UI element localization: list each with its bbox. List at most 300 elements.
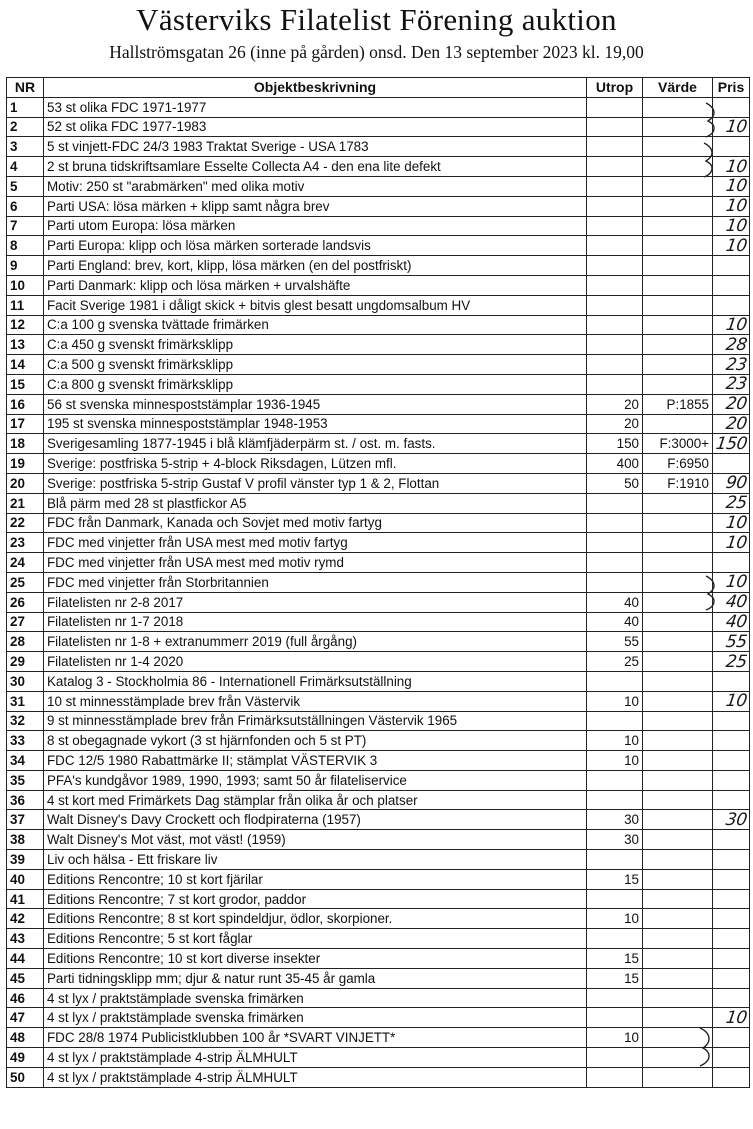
lot-pris-cell bbox=[713, 751, 750, 771]
lot-utrop-cell bbox=[587, 196, 643, 216]
table-row bbox=[7, 553, 750, 573]
lot-number-cell: 28 bbox=[7, 632, 44, 652]
lot-varde-cell bbox=[643, 830, 713, 850]
table-row bbox=[7, 929, 750, 949]
table-row bbox=[7, 711, 750, 731]
lot-varde-cell bbox=[643, 216, 713, 236]
table-row bbox=[7, 394, 750, 414]
lot-description-cell: Filatelisten nr 1-7 2018 bbox=[44, 612, 587, 632]
lot-description-cell: FDC med vinjetter från USA mest med motiv rymd bbox=[44, 553, 587, 573]
table-row bbox=[7, 1028, 750, 1048]
lot-utrop-cell bbox=[587, 1008, 643, 1028]
handwritten-price: 10 bbox=[724, 314, 749, 335]
lot-varde-cell bbox=[643, 1028, 713, 1048]
table-row bbox=[7, 117, 750, 137]
lot-number-cell: 6 bbox=[7, 196, 44, 216]
handwritten-price: 10 bbox=[724, 532, 749, 553]
lot-description-cell: C:a 800 g svenskt frimärksklipp bbox=[44, 374, 587, 394]
lot-utrop-cell bbox=[587, 850, 643, 870]
lot-description-cell: 195 st svenska minnespoststämplar 1948-1953 bbox=[44, 414, 587, 434]
lot-varde-cell bbox=[643, 632, 713, 652]
handwritten-price: 23 bbox=[724, 354, 749, 375]
handwritten-price: 40 bbox=[724, 611, 749, 632]
lot-varde-cell bbox=[643, 97, 713, 117]
lot-varde-cell bbox=[643, 1048, 713, 1068]
lot-varde-cell bbox=[643, 196, 713, 216]
lot-description-cell: C:a 450 g svenskt frimärksklipp bbox=[44, 335, 587, 355]
lot-number-cell: 23 bbox=[7, 533, 44, 553]
lot-pris-cell bbox=[713, 513, 750, 533]
lot-varde-cell bbox=[643, 374, 713, 394]
table-row bbox=[7, 513, 750, 533]
lot-number-cell: 18 bbox=[7, 434, 44, 454]
lot-pris-cell bbox=[713, 810, 750, 830]
lot-number-cell: 11 bbox=[7, 295, 44, 315]
lot-varde-cell bbox=[643, 652, 713, 672]
lot-number-cell: 35 bbox=[7, 770, 44, 790]
lot-description-cell: Filatelisten nr 1-4 2020 bbox=[44, 652, 587, 672]
lot-utrop-cell: 20 bbox=[587, 394, 643, 414]
lot-pris-cell bbox=[713, 909, 750, 929]
lot-pris-cell bbox=[713, 770, 750, 790]
lot-pris-cell bbox=[713, 1048, 750, 1068]
lot-utrop-cell bbox=[587, 929, 643, 949]
handwritten-price: 10 bbox=[724, 156, 749, 177]
lot-description-cell: Walt Disney's Mot väst, mot väst! (1959) bbox=[44, 830, 587, 850]
handwritten-price: 90 bbox=[724, 473, 749, 494]
table-row bbox=[7, 671, 750, 691]
lot-varde-cell bbox=[643, 513, 713, 533]
lot-utrop-cell: 50 bbox=[587, 473, 643, 493]
lot-description-cell: 2 st bruna tidskriftsamlare Esselte Collecta A4 - den ena lite defekt bbox=[44, 157, 587, 177]
table-row bbox=[7, 434, 750, 454]
lot-description-cell: Motiv: 250 st "arabmärken" med olika motiv bbox=[44, 176, 587, 196]
lot-number-cell: 48 bbox=[7, 1028, 44, 1048]
lot-number-cell: 49 bbox=[7, 1048, 44, 1068]
lot-utrop-cell bbox=[587, 236, 643, 256]
lot-number-cell: 33 bbox=[7, 731, 44, 751]
lot-number-cell: 41 bbox=[7, 889, 44, 909]
table-row bbox=[7, 850, 750, 870]
lot-pris-cell bbox=[713, 572, 750, 592]
lot-pris-cell bbox=[713, 97, 750, 117]
lot-utrop-cell: 30 bbox=[587, 830, 643, 850]
lot-varde-cell bbox=[643, 691, 713, 711]
lot-number-cell: 45 bbox=[7, 968, 44, 988]
lot-pris-cell bbox=[713, 137, 750, 157]
handwritten-price: 55 bbox=[724, 631, 749, 652]
lot-pris-cell bbox=[713, 929, 750, 949]
lot-description-cell: FDC från Danmark, Kanada och Sovjet med motiv fartyg bbox=[44, 513, 587, 533]
lot-number-cell: 30 bbox=[7, 671, 44, 691]
lot-description-cell: Parti utom Europa: lösa märken bbox=[44, 216, 587, 236]
handwritten-price: 10 bbox=[724, 691, 749, 712]
lot-varde-cell bbox=[643, 414, 713, 434]
handwritten-price: 25 bbox=[724, 493, 749, 514]
lot-description-cell: Parti USA: lösa märken + klipp samt några brev bbox=[44, 196, 587, 216]
lot-description-cell: Editions Rencontre; 10 st kort fjärilar bbox=[44, 869, 587, 889]
lot-description-cell: Sverige: postfriska 5-strip + 4-block Riksdagen, Lützen mfl. bbox=[44, 454, 587, 474]
handwritten-price: 10 bbox=[724, 512, 749, 533]
lot-description-cell: Parti Danmark: klipp och lösa märken + urvalshäfte bbox=[44, 275, 587, 295]
table-row bbox=[7, 1008, 750, 1028]
handwritten-price: 10 bbox=[724, 1007, 749, 1028]
lot-number-cell: 24 bbox=[7, 553, 44, 573]
lot-pris-cell bbox=[713, 1067, 750, 1087]
lot-description-cell: Editions Rencontre; 7 st kort grodor, paddor bbox=[44, 889, 587, 909]
lot-varde-cell: F:1910 bbox=[643, 473, 713, 493]
table-header-row bbox=[7, 78, 750, 98]
lot-description-cell: FDC med vinjetter från USA mest med motiv fartyg bbox=[44, 533, 587, 553]
lot-utrop-cell bbox=[587, 295, 643, 315]
lot-varde-cell bbox=[643, 493, 713, 513]
lot-description-cell: 9 st minnesstämplade brev från Frimärksutställningen Västervik 1965 bbox=[44, 711, 587, 731]
lot-number-cell: 2 bbox=[7, 117, 44, 137]
lot-number-cell: 12 bbox=[7, 315, 44, 335]
lot-utrop-cell bbox=[587, 335, 643, 355]
lot-utrop-cell: 30 bbox=[587, 810, 643, 830]
lot-pris-cell bbox=[713, 869, 750, 889]
lot-number-cell: 10 bbox=[7, 275, 44, 295]
lot-pris-cell bbox=[713, 295, 750, 315]
table-row bbox=[7, 315, 750, 335]
lot-description-cell: 5 st vinjett-FDC 24/3 1983 Traktat Sverige - USA 1783 bbox=[44, 137, 587, 157]
lot-pris-cell bbox=[713, 196, 750, 216]
lot-pris-cell bbox=[713, 988, 750, 1008]
lot-description-cell: 4 st lyx / praktstämplade 4-strip ÄLMHULT bbox=[44, 1048, 587, 1068]
lot-number-cell: 20 bbox=[7, 473, 44, 493]
column-header-pris: Pris bbox=[713, 78, 750, 98]
handwritten-price: 20 bbox=[724, 394, 749, 415]
lot-number-cell: 37 bbox=[7, 810, 44, 830]
lot-utrop-cell bbox=[587, 374, 643, 394]
lot-varde-cell bbox=[643, 869, 713, 889]
lot-pris-cell bbox=[713, 889, 750, 909]
table-row bbox=[7, 909, 750, 929]
lot-utrop-cell bbox=[587, 1067, 643, 1087]
lot-utrop-cell: 10 bbox=[587, 731, 643, 751]
table-row bbox=[7, 176, 750, 196]
lot-varde-cell bbox=[643, 731, 713, 751]
lot-description-cell: 4 st lyx / praktstämplade svenska frimärken bbox=[44, 1008, 587, 1028]
table-row bbox=[7, 335, 750, 355]
table-row bbox=[7, 355, 750, 375]
handwritten-price: 10 bbox=[724, 116, 749, 137]
lot-number-cell: 31 bbox=[7, 691, 44, 711]
lot-varde-cell bbox=[643, 137, 713, 157]
table-row bbox=[7, 770, 750, 790]
lot-utrop-cell bbox=[587, 1048, 643, 1068]
lot-number-cell: 8 bbox=[7, 236, 44, 256]
table-row bbox=[7, 454, 750, 474]
lot-utrop-cell bbox=[587, 256, 643, 276]
lot-pris-cell bbox=[713, 275, 750, 295]
lot-number-cell: 40 bbox=[7, 869, 44, 889]
lot-description-cell: Parti tidningsklipp mm; djur & natur runt 35-45 år gamla bbox=[44, 968, 587, 988]
lot-varde-cell bbox=[643, 949, 713, 969]
lot-varde-cell bbox=[643, 157, 713, 177]
lot-pris-cell bbox=[713, 434, 750, 454]
lot-pris-cell bbox=[713, 216, 750, 236]
lot-utrop-cell: 20 bbox=[587, 414, 643, 434]
lot-varde-cell bbox=[643, 1067, 713, 1087]
lot-pris-cell bbox=[713, 711, 750, 731]
lot-utrop-cell bbox=[587, 315, 643, 335]
lot-utrop-cell: 40 bbox=[587, 612, 643, 632]
lot-description-cell: Facit Sverige 1981 i dåligt skick + bitvis glest besatt ungdomsalbum HV bbox=[44, 295, 587, 315]
lot-number-cell: 14 bbox=[7, 355, 44, 375]
lot-varde-cell bbox=[643, 335, 713, 355]
lot-description-cell: 4 st lyx / praktstämplade svenska frimärken bbox=[44, 988, 587, 1008]
lot-description-cell: C:a 100 g svenska tvättade frimärken bbox=[44, 315, 587, 335]
lot-varde-cell bbox=[643, 810, 713, 830]
lot-utrop-cell: 10 bbox=[587, 1028, 643, 1048]
lot-number-cell: 50 bbox=[7, 1067, 44, 1087]
lot-number-cell: 7 bbox=[7, 216, 44, 236]
column-header-nr: NR bbox=[7, 78, 44, 98]
lot-varde-cell bbox=[643, 295, 713, 315]
lot-pris-cell bbox=[713, 454, 750, 474]
lot-pris-cell bbox=[713, 256, 750, 276]
table-row bbox=[7, 968, 750, 988]
handwritten-price: 10 bbox=[724, 176, 749, 197]
handwritten-price: 10 bbox=[724, 572, 749, 593]
lot-number-cell: 5 bbox=[7, 176, 44, 196]
lot-number-cell: 21 bbox=[7, 493, 44, 513]
lot-pris-cell bbox=[713, 652, 750, 672]
table-row bbox=[7, 612, 750, 632]
table-row bbox=[7, 652, 750, 672]
lot-description-cell: Editions Rencontre; 10 st kort diverse insekter bbox=[44, 949, 587, 969]
table-row bbox=[7, 731, 750, 751]
handwritten-price: 10 bbox=[724, 196, 749, 217]
lot-description-cell: Walt Disney's Davy Crockett och flodpiraterna (1957) bbox=[44, 810, 587, 830]
lot-description-cell: Parti Europa: klipp och lösa märken sorterade landsvis bbox=[44, 236, 587, 256]
table-row bbox=[7, 236, 750, 256]
lot-number-cell: 22 bbox=[7, 513, 44, 533]
table-row bbox=[7, 572, 750, 592]
lot-pris-cell bbox=[713, 850, 750, 870]
lot-number-cell: 38 bbox=[7, 830, 44, 850]
lot-number-cell: 25 bbox=[7, 572, 44, 592]
lot-varde-cell bbox=[643, 671, 713, 691]
lot-number-cell: 42 bbox=[7, 909, 44, 929]
lot-description-cell: 56 st svenska minnespoststämplar 1936-1945 bbox=[44, 394, 587, 414]
lot-pris-cell bbox=[713, 1028, 750, 1048]
handwritten-price: 23 bbox=[724, 374, 749, 395]
table-row bbox=[7, 691, 750, 711]
lot-varde-cell bbox=[643, 711, 713, 731]
lot-description-cell: Sverigesamling 1877-1945 i blå klämfjäderpärm st. / ost. m. fasts. bbox=[44, 434, 587, 454]
lot-varde-cell bbox=[643, 770, 713, 790]
lot-description-cell: FDC 12/5 1980 Rabattmärke II; stämplat VÄSTERVIK 3 bbox=[44, 751, 587, 771]
lot-varde-cell bbox=[643, 612, 713, 632]
column-header-utrop: Utrop bbox=[587, 78, 643, 98]
handwritten-price: 10 bbox=[724, 215, 749, 236]
lot-pris-cell bbox=[713, 533, 750, 553]
lot-pris-cell bbox=[713, 394, 750, 414]
lot-varde-cell bbox=[643, 592, 713, 612]
lot-number-cell: 29 bbox=[7, 652, 44, 672]
handwritten-price: 20 bbox=[724, 413, 749, 434]
lot-varde-cell bbox=[643, 968, 713, 988]
lot-description-cell: Blå pärm med 28 st plastfickor A5 bbox=[44, 493, 587, 513]
lot-pris-cell bbox=[713, 414, 750, 434]
table-row bbox=[7, 632, 750, 652]
lot-number-cell: 27 bbox=[7, 612, 44, 632]
table-row bbox=[7, 97, 750, 117]
lot-description-cell: FDC 28/8 1974 Publicistklubben 100 år *SVART VINJETT* bbox=[44, 1028, 587, 1048]
lot-pris-cell bbox=[713, 671, 750, 691]
lot-description-cell: Filatelisten nr 2-8 2017 bbox=[44, 592, 587, 612]
lot-utrop-cell bbox=[587, 572, 643, 592]
table-row bbox=[7, 790, 750, 810]
table-row bbox=[7, 275, 750, 295]
lot-utrop-cell bbox=[587, 275, 643, 295]
lot-varde-cell bbox=[643, 315, 713, 335]
lot-pris-cell bbox=[713, 315, 750, 335]
lot-utrop-cell: 15 bbox=[587, 869, 643, 889]
lot-varde-cell bbox=[643, 355, 713, 375]
lot-utrop-cell bbox=[587, 770, 643, 790]
lot-utrop-cell: 10 bbox=[587, 751, 643, 771]
lot-varde-cell: F:6950 bbox=[643, 454, 713, 474]
lot-pris-cell bbox=[713, 493, 750, 513]
table-row bbox=[7, 216, 750, 236]
table-row bbox=[7, 374, 750, 394]
lot-pris-cell bbox=[713, 949, 750, 969]
lot-varde-cell bbox=[643, 889, 713, 909]
lot-utrop-cell bbox=[587, 553, 643, 573]
table-row bbox=[7, 256, 750, 276]
lot-description-cell: 52 st olika FDC 1977-1983 bbox=[44, 117, 587, 137]
lot-varde-cell bbox=[643, 850, 713, 870]
lot-varde-cell bbox=[643, 176, 713, 196]
table-row bbox=[7, 533, 750, 553]
page-subtitle: Hallströmsgatan 26 (inne på gården) onsd. Den 13 september 2023 kl. 19,00 bbox=[109, 42, 644, 62]
lot-utrop-cell: 40 bbox=[587, 592, 643, 612]
handwritten-price: 30 bbox=[724, 809, 749, 830]
table-row bbox=[7, 1048, 750, 1068]
lot-varde-cell: P:1855 bbox=[643, 394, 713, 414]
lot-number-cell: 43 bbox=[7, 929, 44, 949]
lot-varde-cell bbox=[643, 790, 713, 810]
handwritten-price: 28 bbox=[724, 334, 749, 355]
lot-varde-cell bbox=[643, 533, 713, 553]
lot-description-cell: Liv och hälsa - Ett friskare liv bbox=[44, 850, 587, 870]
handwritten-price: 25 bbox=[724, 651, 749, 672]
lot-number-cell: 34 bbox=[7, 751, 44, 771]
table-row bbox=[7, 869, 750, 889]
lot-utrop-cell bbox=[587, 97, 643, 117]
lot-utrop-cell: 400 bbox=[587, 454, 643, 474]
handwritten-price: 150 bbox=[714, 433, 749, 454]
handwritten-price: 40 bbox=[724, 592, 749, 613]
lot-utrop-cell: 15 bbox=[587, 968, 643, 988]
lot-utrop-cell bbox=[587, 176, 643, 196]
table-row bbox=[7, 196, 750, 216]
lot-utrop-cell bbox=[587, 117, 643, 137]
lot-varde-cell: F:3000+ bbox=[643, 434, 713, 454]
column-header-description: Objektbeskrivning bbox=[44, 78, 587, 98]
lot-pris-cell bbox=[713, 790, 750, 810]
lot-number-cell: 9 bbox=[7, 256, 44, 276]
lot-utrop-cell: 25 bbox=[587, 652, 643, 672]
lot-number-cell: 26 bbox=[7, 592, 44, 612]
lot-utrop-cell bbox=[587, 889, 643, 909]
lot-number-cell: 3 bbox=[7, 137, 44, 157]
lot-varde-cell bbox=[643, 751, 713, 771]
lot-pris-cell bbox=[713, 691, 750, 711]
lot-number-cell: 1 bbox=[7, 97, 44, 117]
lot-description-cell: 53 st olika FDC 1971-1977 bbox=[44, 97, 587, 117]
lot-pris-cell bbox=[713, 157, 750, 177]
lot-number-cell: 47 bbox=[7, 1008, 44, 1028]
lot-pris-cell bbox=[713, 1008, 750, 1028]
lot-number-cell: 17 bbox=[7, 414, 44, 434]
lot-number-cell: 13 bbox=[7, 335, 44, 355]
lot-pris-cell bbox=[713, 176, 750, 196]
lot-utrop-cell bbox=[587, 513, 643, 533]
lot-varde-cell bbox=[643, 988, 713, 1008]
lot-utrop-cell: 10 bbox=[587, 909, 643, 929]
table-row bbox=[7, 889, 750, 909]
lot-number-cell: 39 bbox=[7, 850, 44, 870]
handwritten-price: 10 bbox=[724, 235, 749, 256]
auction-table bbox=[6, 77, 750, 1088]
table-row bbox=[7, 592, 750, 612]
lot-varde-cell bbox=[643, 117, 713, 137]
lot-pris-cell bbox=[713, 355, 750, 375]
lot-pris-cell bbox=[713, 117, 750, 137]
lot-description-cell: 8 st obegagnade vykort (3 st hjärnfonden och 5 st PT) bbox=[44, 731, 587, 751]
table-row bbox=[7, 493, 750, 513]
table-row bbox=[7, 295, 750, 315]
table-row bbox=[7, 988, 750, 1008]
lot-description-cell: 4 st lyx / praktstämplade 4-strip ÄLMHULT bbox=[44, 1067, 587, 1087]
table-row bbox=[7, 473, 750, 493]
lot-description-cell: Filatelisten nr 1-8 + extranummerr 2019 (full årgång) bbox=[44, 632, 587, 652]
lot-utrop-cell: 150 bbox=[587, 434, 643, 454]
lot-varde-cell bbox=[643, 1008, 713, 1028]
lot-varde-cell bbox=[643, 909, 713, 929]
lot-pris-cell bbox=[713, 553, 750, 573]
lot-utrop-cell bbox=[587, 137, 643, 157]
lot-pris-cell bbox=[713, 968, 750, 988]
lot-varde-cell bbox=[643, 236, 713, 256]
lot-varde-cell bbox=[643, 553, 713, 573]
lot-pris-cell bbox=[713, 592, 750, 612]
lot-utrop-cell bbox=[587, 711, 643, 731]
table-row bbox=[7, 949, 750, 969]
lot-description-cell: Katalog 3 - Stockholmia 86 - Internationell Frimärksutställning bbox=[44, 671, 587, 691]
lot-utrop-cell bbox=[587, 493, 643, 513]
lot-description-cell: 10 st minnesstämplade brev från Västervik bbox=[44, 691, 587, 711]
column-header-varde: Värde bbox=[643, 78, 713, 98]
lot-utrop-cell bbox=[587, 790, 643, 810]
lot-pris-cell bbox=[713, 236, 750, 256]
lot-utrop-cell bbox=[587, 216, 643, 236]
lot-pris-cell bbox=[713, 632, 750, 652]
lot-utrop-cell bbox=[587, 157, 643, 177]
table-row bbox=[7, 830, 750, 850]
lot-utrop-cell bbox=[587, 533, 643, 553]
lot-pris-cell bbox=[713, 473, 750, 493]
table-body bbox=[7, 97, 750, 1087]
lot-utrop-cell bbox=[587, 988, 643, 1008]
lot-number-cell: 19 bbox=[7, 454, 44, 474]
lot-description-cell: FDC med vinjetter från Storbritannien bbox=[44, 572, 587, 592]
